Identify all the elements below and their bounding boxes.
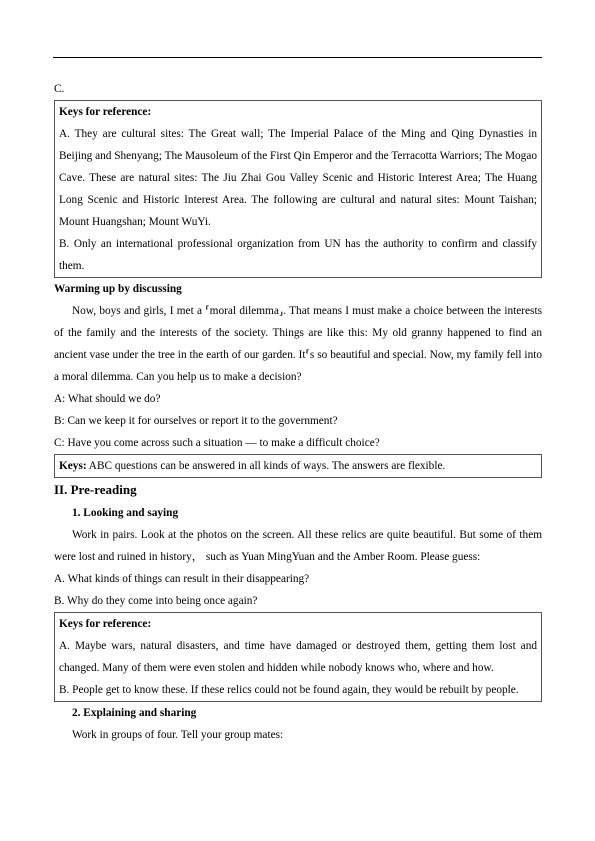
keys-box-1-title: Keys for reference: (59, 106, 152, 118)
warming-question-c: C: Have you come across such a situation — to make a difficult choice? (54, 437, 380, 449)
keys-box-2-text: ABC questions can be answered in all kinds of ways. The answers are flexible. (86, 460, 446, 472)
keys-box-1-a: A. They are cultural sites: The Great wall; The Imperial Palace of the Ming and Qing Dynasties in Beijing and Shenyang; The Mausoleum of the First Qin Emperor and the Terracotta Warriors; The Mogao Cave. These are natural sites: The Jiu Zhai Gou Valley Scenic and Historic Interest Area; The Huang Long Scenic and Historic Interest Area. The following are cultural and natural sites: Mount Taishan; Mount Huangshan; Mount WuYi. (59, 128, 537, 228)
keys-box-2-label: Keys: (59, 460, 87, 472)
pre-reading-question-b: B. Why do they come into being once again? (54, 595, 258, 607)
keys-box-2 (54, 454, 542, 478)
warming-question-b: B: Can we keep it for ourselves or report it to the government? (54, 415, 338, 427)
warming-paragraph: Now, boys and girls, I met a ⸢moral dilemma⸥. That means I must make a choice between the interests of the family and the interests of the society. Things are like this: My old granny happened to find an ancient vase under the tree in the earth of our garden. It⸢s so beautiful and special. Now, my family fell into a moral dilemma. Can you help us to make a decision? (54, 305, 542, 383)
header-rule (53, 57, 542, 58)
explaining-sharing-text: Work in groups of four. Tell your group mates: (72, 729, 284, 741)
explaining-sharing-heading: 2. Explaining and sharing (72, 707, 197, 719)
pre-reading-question-a: A. What kinds of things can result in their disappearing? (54, 573, 310, 585)
keys-box-3 (54, 612, 542, 702)
warming-question-a: A: What should we do? (54, 393, 161, 405)
keys-box-1-b: B. Only an international professional organization from UN has the authority to confirm and classify them. (59, 238, 537, 272)
keys-box-3-a: A. Maybe wars, natural disasters, and time have damaged or destroyed them, getting them lost and changed. Many of them were even stolen and hidden while nobody knows who, where and how. (59, 640, 537, 674)
warming-heading: Warming up by discussing (54, 283, 182, 295)
section-c-label: C. (54, 83, 65, 95)
pre-reading-paragraph: Work in pairs. Look at the photos on the screen. All these relics are quite beautiful. But some of them were lost and ruined in history， such as Yuan MingYuan and the Amber Room. Please guess: (54, 529, 542, 563)
pre-reading-heading: II. Pre-reading (54, 482, 137, 497)
keys-box-3-title: Keys for reference: (59, 618, 152, 630)
keys-box-1 (54, 100, 542, 278)
document-page (54, 78, 542, 746)
looking-saying-heading: 1. Looking and saying (72, 507, 179, 519)
keys-box-3-b: B. People get to know these. If these relics could not be found again, they would be rebuilt by people. (59, 684, 519, 696)
